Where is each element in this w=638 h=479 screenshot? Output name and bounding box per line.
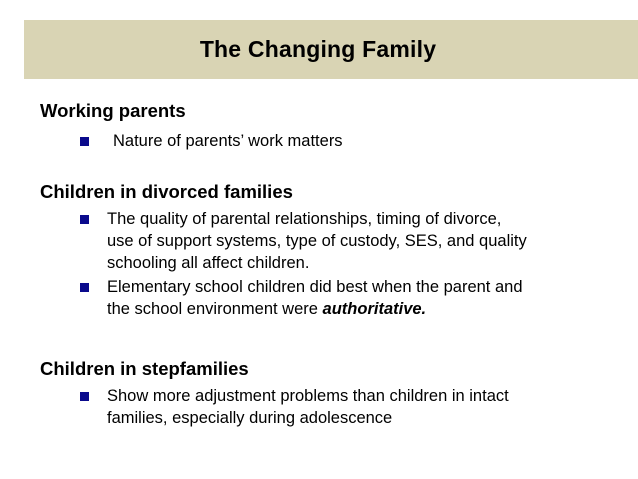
bullet-line: schooling all affect children. [107,254,310,272]
emphasis-authoritative: authoritative. [322,300,427,318]
bullet-text-adjustment [107,385,509,429]
section-heading-working-parents: Working parents [40,100,186,121]
bullet-marker [80,215,89,224]
section-heading-divorced-families: Children in divorced families [40,181,293,202]
bullet-line: use of support systems, type of custody, SES, and quality [107,232,527,250]
bullet-line [107,298,523,320]
bullet-line: families, especially during adolescence [107,409,393,427]
section-heading-stepfamilies: Children in stepfamilies [40,358,249,379]
title-bar [24,20,638,79]
bullet-line: Show more adjustment problems than children in intact [107,387,509,405]
bullet-text-work-matters [113,130,343,152]
bullet-line: The quality of parental relationships, timing of divorce, [107,210,502,228]
bullet-line-text: the school environment were [107,300,323,318]
bullet-line: Nature of parents’ work matters [113,132,343,150]
bullet-marker [80,137,89,146]
bullet-marker [80,283,89,292]
slide-title: The Changing Family [199,36,437,62]
bullet-line: Elementary school children did best when the parent and [107,278,523,296]
bullet-marker [80,392,89,401]
bullet-text-divorce-factors [107,208,527,274]
bullet-text-authoritative [107,276,523,320]
